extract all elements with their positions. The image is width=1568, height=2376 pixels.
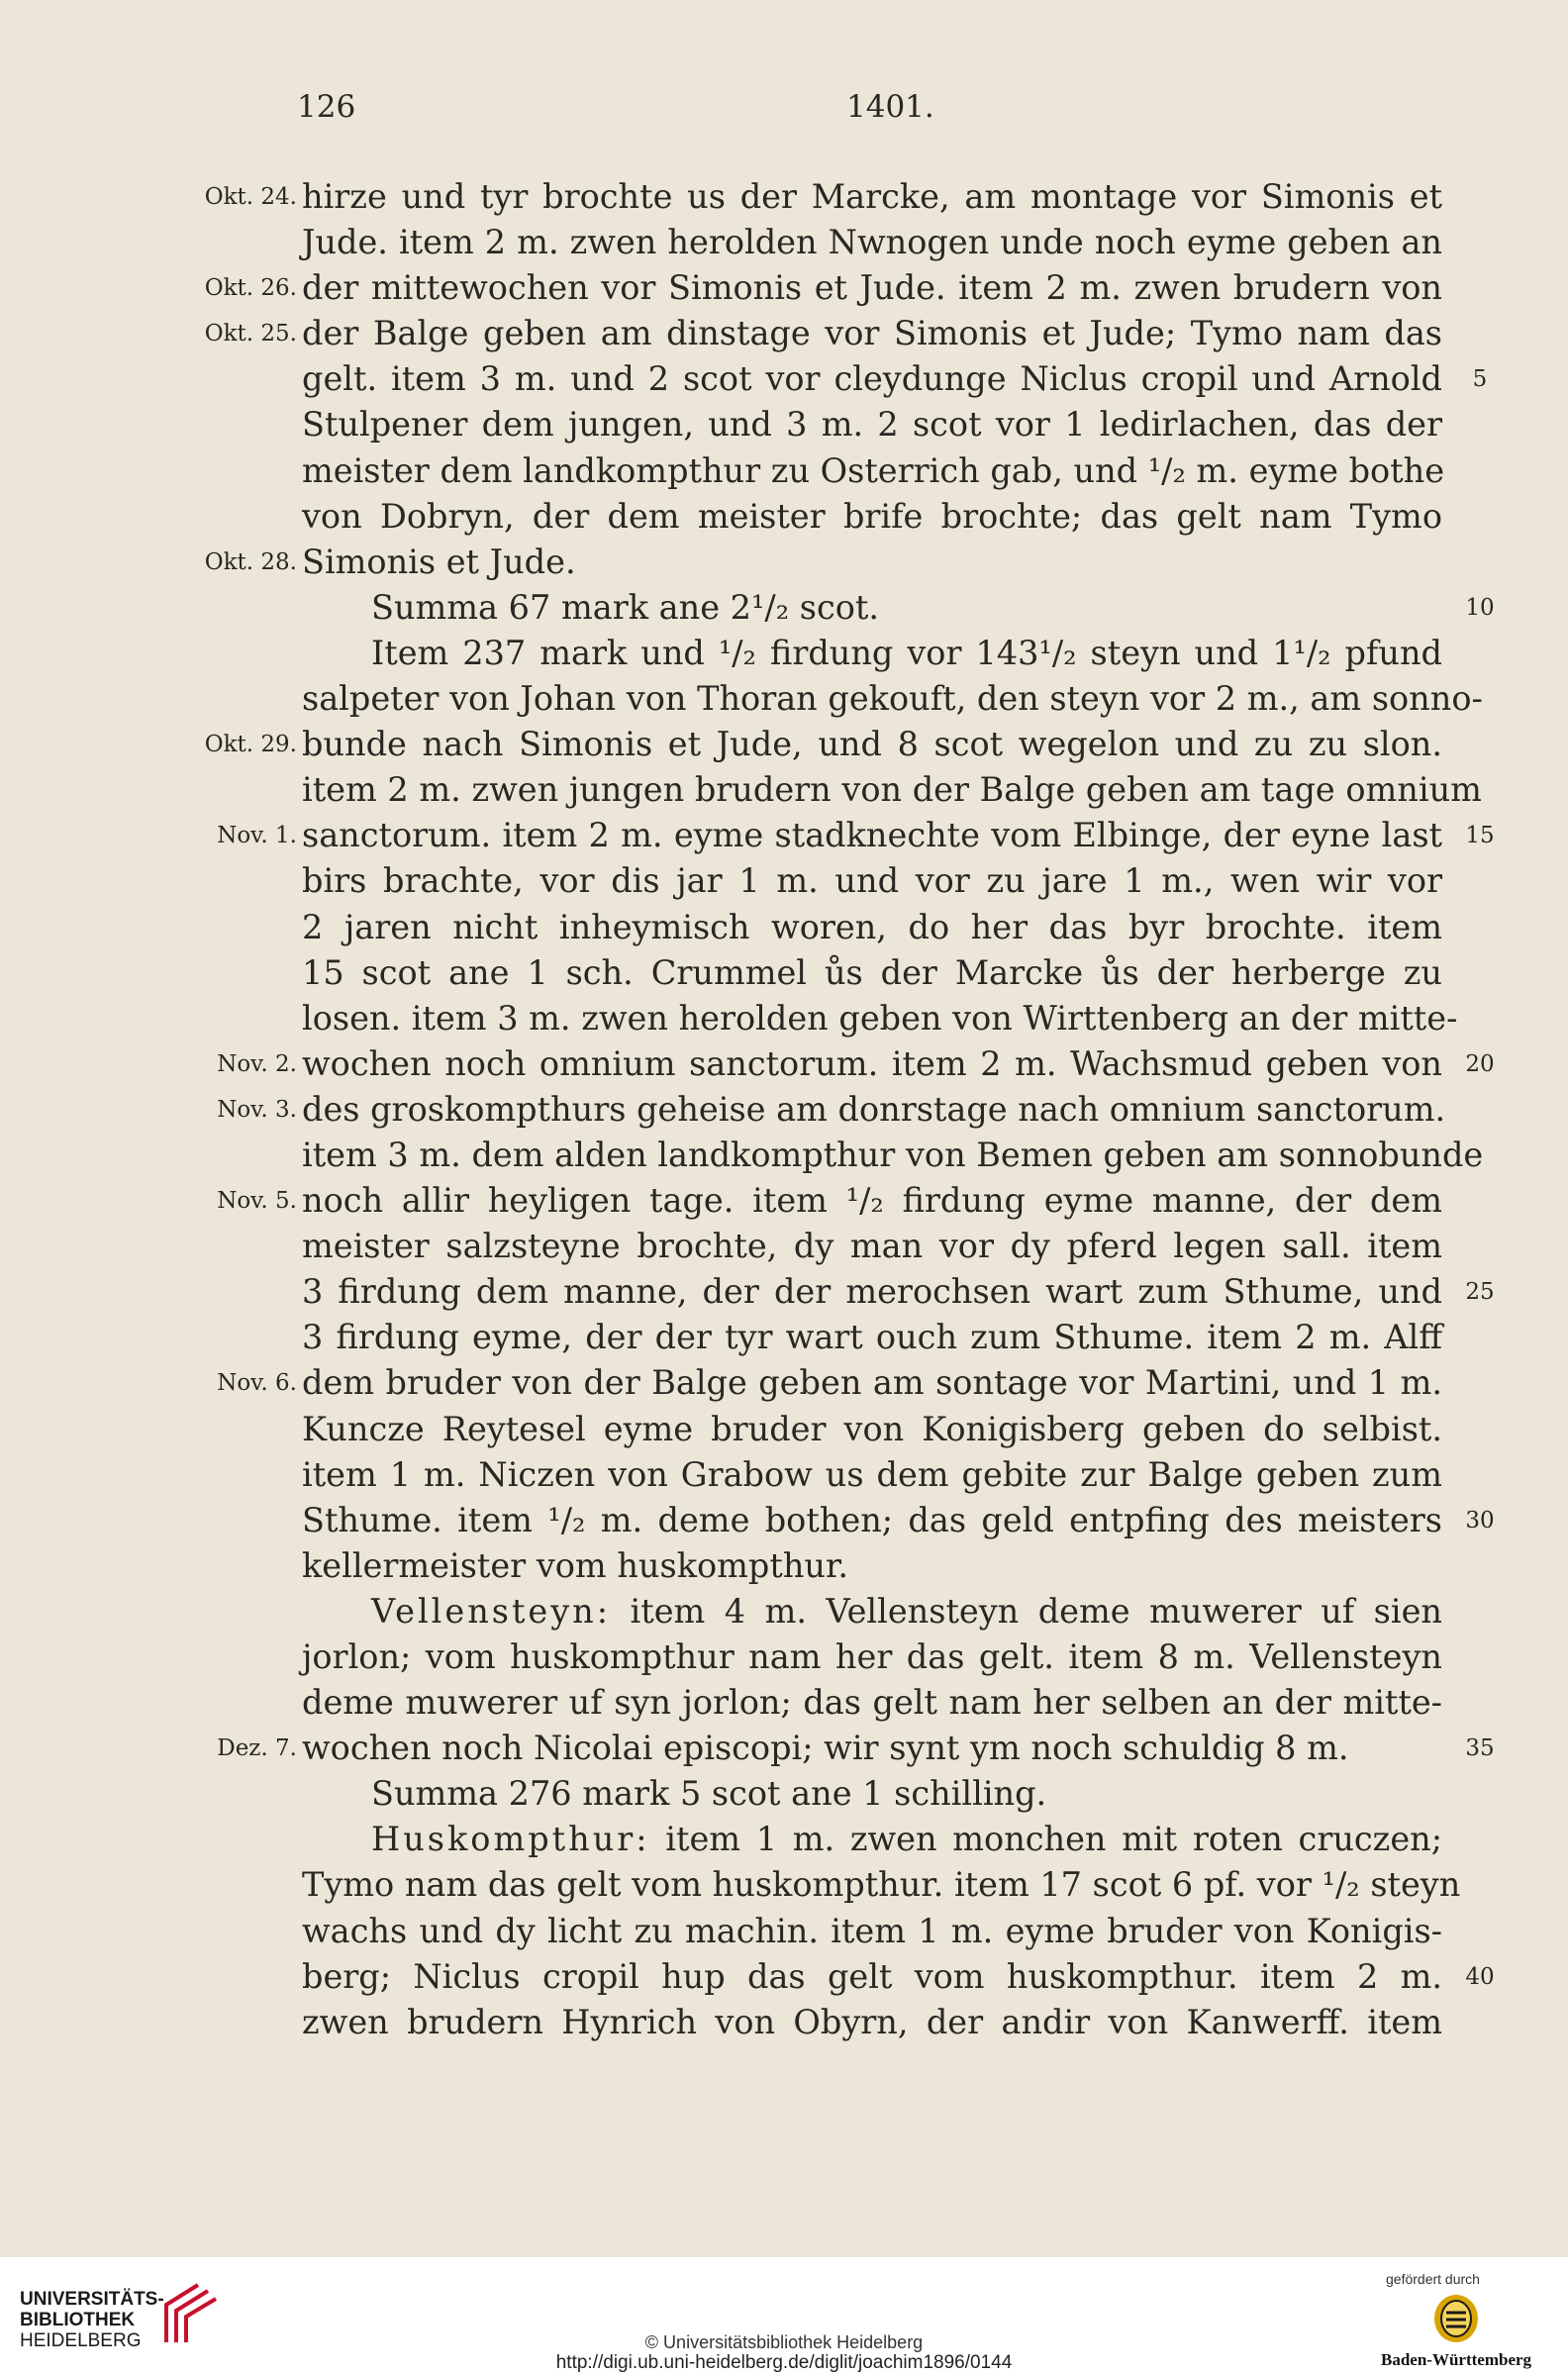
text-line xyxy=(0,631,1568,676)
line-text: Simonis et Jude. xyxy=(302,542,576,581)
line-text: 15 scot ane 1 sch. Crummel ůs der Marcke ůs der herberge zu xyxy=(302,952,1442,992)
line-text: deme muwerer uf syn jorlon; das gelt nam her selben an der mitte- xyxy=(302,1683,1442,1723)
text-line xyxy=(0,1634,1568,1680)
line-text: des groskompthurs geheise am donrstage nach omnium sanctorum. xyxy=(302,1089,1446,1129)
text-line xyxy=(0,585,1568,631)
text-line xyxy=(0,1680,1568,1726)
text-line xyxy=(0,722,1568,767)
margin-date: Nov. 5. xyxy=(217,1188,297,1215)
text-line xyxy=(0,767,1568,813)
text-line xyxy=(0,813,1568,858)
margin-date: Okt. 29. xyxy=(204,732,297,758)
text-line xyxy=(0,265,1568,311)
line-text xyxy=(371,1589,1442,1634)
line-text xyxy=(371,1817,1442,1862)
line-text: losen. item 3 m. zwen herolden geben von Wirttenberg an der mitte- xyxy=(302,998,1458,1038)
line-text: der Balge geben am dinstage vor Simonis et Jude; Tymo nam das xyxy=(302,314,1442,353)
text-line xyxy=(0,174,1568,220)
text-line xyxy=(0,1726,1568,1771)
text-line xyxy=(0,356,1568,402)
line-text: Sthume. item ¹/₂ m. deme bothen; das geld entpfing des meisters xyxy=(302,1500,1442,1539)
text-line xyxy=(0,905,1568,950)
line-text: berg; Niclus cropil hup das gelt vom huskompthur. item 2 m. xyxy=(302,1956,1442,1996)
text-line xyxy=(0,540,1568,585)
text-line xyxy=(0,1771,1568,1817)
line-text: wachs und dy licht zu machin. item 1 m. eyme bruder von Konigis- xyxy=(302,1911,1442,1950)
text-line xyxy=(0,2000,1568,2045)
margin-date: Okt. 28. xyxy=(204,548,297,575)
margin-date: Okt. 24. xyxy=(204,184,297,210)
line-text: hirze und tyr brochte us der Marcke, am montage vor Simonis et xyxy=(302,177,1442,216)
line-text-rest: item 1 m. zwen monchen mit roten cruczen; xyxy=(665,1820,1443,1859)
margin-date: Okt. 25. xyxy=(204,321,297,347)
margin-date: Nov. 2. xyxy=(217,1050,297,1077)
line-text: Stulpener dem jungen, und 3 m. 2 scot vor 1 ledirlachen, das der xyxy=(302,405,1442,445)
line-text: 3 firdung dem manne, der der merochsen wart zum Sthume, und xyxy=(302,1272,1442,1312)
section-heading: Vellensteyn: xyxy=(371,1591,612,1631)
text-line xyxy=(0,1498,1568,1543)
permalink[interactable]: http://digi.ub.uni-heidelberg.de/diglit/joachim1896/0144 xyxy=(555,2352,1013,2373)
text-line xyxy=(0,1224,1568,1269)
line-number: 20 xyxy=(1465,1050,1495,1077)
line-text: Summa 67 mark ane 2¹/₂ scot. xyxy=(371,587,880,627)
text-line xyxy=(0,1909,1568,1954)
line-text: dem bruder von der Balge geben am sontage vor Martini, und 1 m. xyxy=(302,1363,1442,1403)
text-line xyxy=(0,1133,1568,1178)
margin-date: Dez. 7. xyxy=(217,1735,297,1762)
sponsor-label: gefördert durch xyxy=(1386,2271,1480,2287)
text-line xyxy=(0,950,1568,996)
library-name-line-2: BIBLIOTHEK xyxy=(20,2310,136,2330)
text-line xyxy=(0,494,1568,540)
line-text: 2 jaren nicht inheymisch woren, do her das byr brochte. item xyxy=(302,907,1442,946)
line-text: jorlon; vom huskompthur nam her das gelt. item 8 m. Vellensteyn xyxy=(302,1637,1442,1676)
text-line xyxy=(0,1954,1568,2000)
line-number: 5 xyxy=(1472,366,1488,393)
line-text: 3 firdung eyme, der der tyr wart ouch zum Sthume. item 2 m. Alff xyxy=(302,1318,1442,1357)
line-text: sanctorum. item 2 m. eyme stadknechte vom Elbinge, der eyne last xyxy=(302,816,1442,855)
margin-date: Nov. 3. xyxy=(217,1096,297,1123)
text-body xyxy=(0,174,1568,2045)
line-number: 25 xyxy=(1465,1279,1495,1306)
text-line xyxy=(0,1269,1568,1315)
text-line xyxy=(0,996,1568,1041)
text-line xyxy=(0,858,1568,904)
line-text: salpeter von Johan von Thoran gekouft, den steyn vor 2 m., am sonno- xyxy=(302,679,1483,719)
line-text: Jude. item 2 m. zwen herolden Nwnogen unde noch eyme geben an xyxy=(302,223,1442,262)
line-text: kellermeister vom huskompthur. xyxy=(302,1545,848,1585)
line-text: meister dem landkompthur zu Osterrich gab, und ¹/₂ m. eyme bothe xyxy=(302,450,1445,490)
line-text: zwen brudern Hynrich von Obyrn, der andir von Kanwerff. item xyxy=(302,2002,1442,2041)
library-name-line-1: UNIVERSITÄTS- xyxy=(20,2289,164,2310)
line-text-rest: item 4 m. Vellensteyn deme muwerer uf sien xyxy=(630,1591,1442,1631)
line-number: 40 xyxy=(1465,1963,1495,1990)
line-text: wochen noch omnium sanctorum. item 2 m. Wachsmud geben von xyxy=(302,1043,1442,1083)
text-line xyxy=(0,676,1568,722)
text-line xyxy=(0,448,1568,494)
copyright-text: © Universitätsbibliothek Heidelberg xyxy=(644,2332,924,2352)
footer xyxy=(0,2257,1568,2376)
library-name-line-3: HEIDELBERG xyxy=(20,2330,142,2351)
line-text: meister salzsteyne brochte, dy man vor dy pferd legen sall. item xyxy=(302,1227,1442,1266)
line-text: von Dobryn, der dem meister brife brochte; das gelt nam Tymo xyxy=(302,496,1442,536)
line-text: der mittewochen vor Simonis et Jude. item 2 m. zwen brudern von xyxy=(302,268,1442,308)
line-text: item 3 m. dem alden landkompthur von Bemen geben am sonnobunde xyxy=(302,1135,1484,1174)
line-text: Kuncze Reytesel eyme bruder von Konigisberg geben do selbist. xyxy=(302,1409,1442,1448)
margin-date: Nov. 1. xyxy=(217,823,297,849)
baden-wuerttemberg-seal-icon xyxy=(1431,2293,1481,2348)
text-line xyxy=(0,402,1568,447)
sponsor-name: Baden-Württemberg xyxy=(1381,2350,1532,2369)
text-line xyxy=(0,1589,1568,1634)
text-line xyxy=(0,1407,1568,1452)
line-text: birs brachte, vor dis jar 1 m. und vor zu jare 1 m., wen wir vor xyxy=(302,861,1442,901)
running-header-year: 1401. xyxy=(846,89,934,125)
text-line xyxy=(0,311,1568,356)
text-line xyxy=(0,1452,1568,1498)
text-line xyxy=(0,1360,1568,1406)
margin-date: Nov. 6. xyxy=(217,1370,297,1397)
line-text: Item 237 mark und ¹/₂ firdung vor 143¹/₂ steyn und 1¹/₂ pfund xyxy=(371,633,1442,672)
line-number: 30 xyxy=(1465,1507,1495,1534)
section-heading: Huskompthur: xyxy=(371,1820,650,1859)
margin-date: Okt. 26. xyxy=(204,275,297,302)
text-line xyxy=(0,1041,1568,1087)
line-text: Summa 276 mark 5 scot ane 1 schilling. xyxy=(371,1774,1047,1814)
line-text: gelt. item 3 m. und 2 scot vor cleydunge Niclus cropil und Arnold xyxy=(302,359,1442,399)
line-number: 10 xyxy=(1465,594,1495,621)
text-line xyxy=(0,1178,1568,1224)
text-line xyxy=(0,220,1568,265)
line-text: Tymo nam das gelt vom huskompthur. item 17 scot 6 pf. vor ¹/₂ steyn xyxy=(302,1865,1461,1905)
line-text: bunde nach Simonis et Jude, und 8 scot wegelon und zu zu slon. xyxy=(302,725,1442,764)
text-line xyxy=(0,1817,1568,1862)
line-text: noch allir heyligen tage. item ¹/₂ firdung eyme manne, der dem xyxy=(302,1181,1442,1221)
line-number: 15 xyxy=(1465,823,1495,849)
line-text: item 1 m. Niczen von Grabow us dem gebite zur Balge geben zum xyxy=(302,1454,1442,1494)
page-number: 126 xyxy=(297,89,356,125)
text-line xyxy=(0,1862,1568,1908)
text-line xyxy=(0,1543,1568,1589)
text-line xyxy=(0,1315,1568,1360)
text-line xyxy=(0,1087,1568,1133)
line-text: item 2 m. zwen jungen brudern von der Balge geben am tage omnium xyxy=(302,770,1482,810)
line-text: wochen noch Nicolai episcopi; wir synt ym noch schuldig 8 m. xyxy=(302,1729,1349,1768)
line-number: 35 xyxy=(1465,1735,1495,1762)
